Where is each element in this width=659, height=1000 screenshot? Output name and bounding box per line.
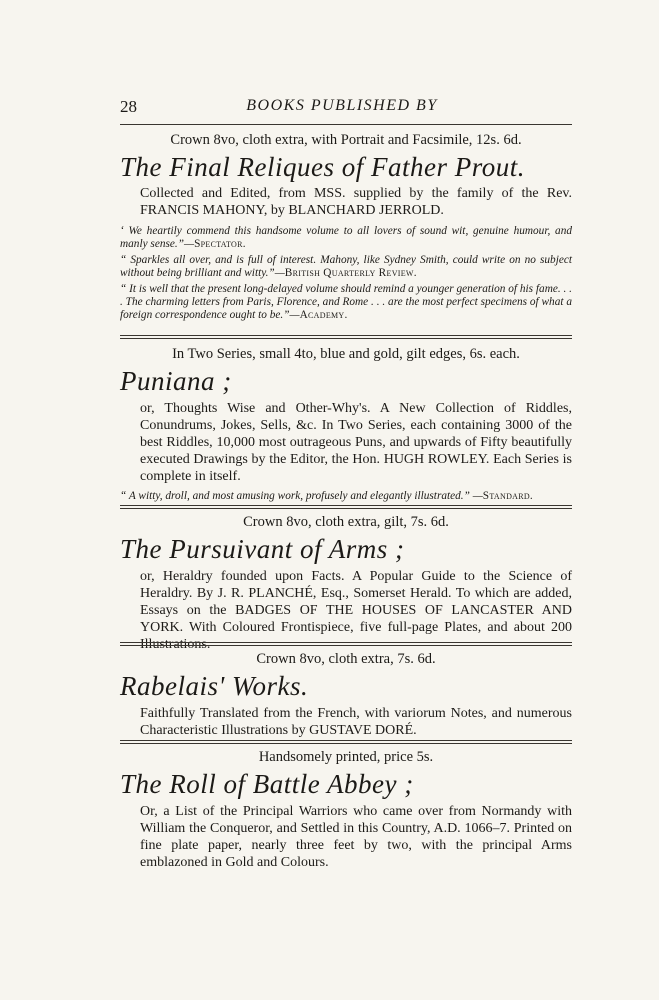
review-quote: ‘ We heartily commend this handsome volume to all lovers of sound wit, genuine humour, and manly sense.”—Spectator. <box>120 225 572 251</box>
book-title: Puniana ; <box>120 366 232 396</box>
page-header <box>120 97 564 119</box>
book-title: The Roll of Battle Abbey ; <box>120 769 414 799</box>
section-divider <box>120 740 572 741</box>
entry-rabelais-works <box>120 650 572 739</box>
book-title: Rabelais' Works. <box>120 671 309 701</box>
page-number: 28 <box>120 97 137 116</box>
price-line: Handsomely printed, price 5s. <box>258 749 434 765</box>
entry-pursuivant-of-arms <box>120 513 572 653</box>
running-title: BOOKS PUBLISHED BY <box>246 97 438 114</box>
book-description: or, Heraldry founded upon Facts. A Popular Guide to the Science of Heraldry. By J. R. PLANCHÉ, Esq., Somerset Herald. To which are added, Essays on the BADGES OF THE HOUSES OF LANCASTER AND YORK. With Coloured Frontispiece, five full-page Plates, and about 200 Illustrations. <box>140 569 572 652</box>
section-divider <box>120 642 572 643</box>
book-description: Collected and Edited, from MSS. supplied by the family of the Rev. FRANCIS MAHONY, by BLANCHARD JERROLD. <box>140 186 572 218</box>
review-quote: “ It is well that the present long-delayed volume should remind a younger generation of his fame. . . . The charming letters from Paris, Florence, and Rome . . . are the most perfect specimens of what a foreign correspondence ought to be.”—Academy. <box>120 282 572 322</box>
section-divider <box>120 335 572 336</box>
review-source: Spectator. <box>194 238 246 251</box>
review-quote: “ A witty, droll, and most amusing work, profusely and elegantly illustrated.” —Standard. <box>120 490 534 502</box>
header-rule <box>120 124 572 125</box>
price-line: Crown 8vo, cloth extra, with Portrait and Facsimile, 12s. 6d. <box>170 132 522 148</box>
entry-father-prout <box>120 131 572 323</box>
book-description: Faithfully Translated from the French, with variorum Notes, and numerous Characteristic Illustrations by GUSTAVE DORÉ. <box>140 706 572 738</box>
review-quote: “ Sparkles all over, and is full of interest. Mahony, like Sydney Smith, could write on no subject without being brilliant and witty.”—British Quarterly Review. <box>120 253 572 280</box>
book-title: The Final Reliques of Father Prout. <box>120 152 525 182</box>
price-line: Crown 8vo, cloth extra, 7s. 6d. <box>256 651 436 667</box>
section-divider <box>120 505 572 506</box>
book-title: The Pursuivant of Arms ; <box>120 534 405 564</box>
price-line: In Two Series, small 4to, blue and gold, gilt edges, 6s. each. <box>172 346 520 362</box>
entry-roll-of-battle-abbey <box>120 748 572 871</box>
entry-puniana <box>120 345 572 503</box>
book-description: or, Thoughts Wise and Other-Why's. A New Collection of Riddles, Conundrums, Jokes, Sells, &c. In Two Series, each containing 3000 of the best Riddles, 10,000 most outrageous Puns, and upwards of Fifty beautifully executed Drawings by the Editor, the Hon. HUGH ROWLEY. Each Series is complete in itself. <box>140 401 572 484</box>
book-description: Or, a List of the Principal Warriors who came over from Normandy with William the Conqueror, and Settled in this Country, A.D. 1066–7. Printed on fine plate paper, nearly three feet by two, with the principal Arms emblazoned in Gold and Colours. <box>140 804 572 870</box>
review-source: Academy. <box>299 309 348 322</box>
review-source: British Quarterly Review. <box>284 267 417 280</box>
price-line: Crown 8vo, cloth extra, gilt, 7s. 6d. <box>243 514 449 530</box>
review-source: Standard. <box>482 490 534 502</box>
